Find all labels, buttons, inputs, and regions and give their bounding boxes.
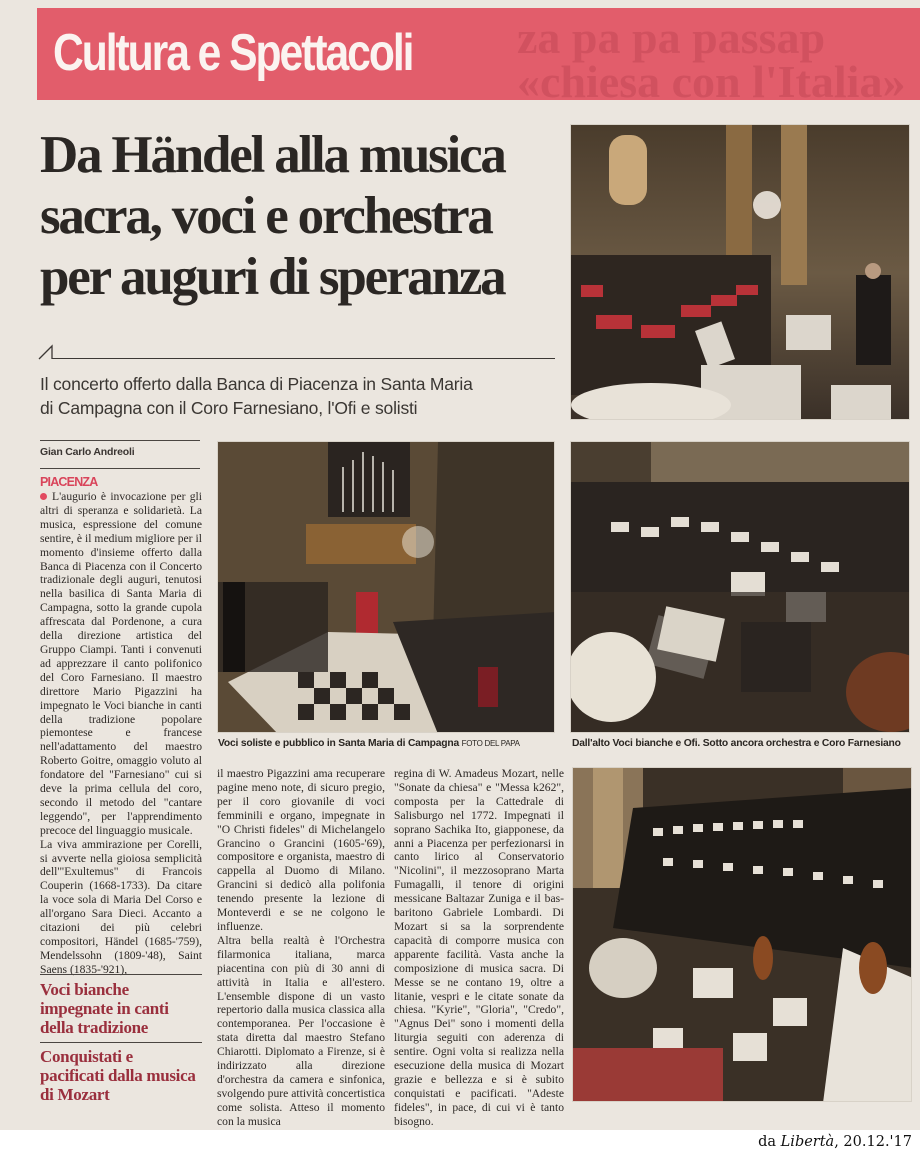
article-column-1 — [40, 490, 202, 977]
photo-choir — [570, 124, 910, 420]
byline-rule-top — [40, 440, 200, 441]
orchestra-bottom-photo-image — [573, 768, 912, 1102]
pull-quote: Voci bianche impegnate in canti della tradizione — [40, 980, 169, 1037]
subheadline — [40, 372, 565, 420]
paragraph: La viva ammirazione per Corelli, si avverte nella gioiosa semplicità dell'"Exultemus" di Francois Couperin (1668-1733). Da citare la voce sola di Maria Del Corso e all'organo Sara Dieci. Accanto a citazioni dei più celebri compositori, Händel (1685-'759), Mendelssohn (1809-'48), Saint Saens (1835-'921), — [40, 837, 202, 976]
headline — [40, 125, 565, 308]
byline: Gian Carlo Andreoli — [40, 446, 135, 458]
headline-line: Da Händel alla musica — [40, 126, 505, 184]
orchestra-mid-photo-image — [571, 442, 910, 733]
article-column-2 — [217, 767, 385, 1129]
dateline: PIACENZA — [40, 475, 98, 489]
nave-photo-image — [218, 442, 555, 733]
subhead-line: Il concerto offerto dalla Banca di Piacenza in Santa Maria — [40, 374, 473, 394]
source-citation — [758, 1134, 912, 1150]
paragraph: regina di W. Amadeus Mozart, nelle "Sonate da chiesa" e "Messa k262", composta per la Cattedrale di Salisburgo nel 1772. Impegnati il soprano Sachika Ito, giapponese, da anni a Piacenza per perfezionarsi in canto lirico al Conservatorio "Nicolini", il mezzosoprano Marta Fumagalli, il tenore di origini messicane Baltazar Zuniga e il bas-baritono Gabriele Lombardi. Di Mozart si sa la sorprendente capacità di comporre musica con apparente facilità. Vasta anche la composizione di musica sacra. Di Messe se ne contano 19, oltre a litanie, vespri e le citate sonate da chiesa. "Kyrie", "Gloria", "Credo", "Agnus Dei" sono i momenti della liturgia seguiti con aderenza di sentire. Ogni volta si realizza nella esecuzione della musica di Mozart grazie e bellezza e si è subito conquistati e pacificati. "Adeste fideles", in pace, di cui vi è tanto bisogno. — [394, 767, 564, 1128]
photo-caption-right: Dall'alto Voci bianche e Ofi. Sotto ancora orchestra e Coro Farnesiano — [572, 738, 901, 749]
photo-credit: FOTO DEL PAPA — [461, 739, 520, 748]
article-column-3 — [394, 767, 564, 1129]
source-prefix: da — [758, 1134, 781, 1150]
choir-photo-image — [571, 125, 910, 420]
bullet-icon — [40, 493, 47, 500]
section-band — [37, 8, 920, 100]
headline-rule — [52, 358, 555, 359]
section-rubric: Cultura e Spettacoli — [53, 24, 413, 82]
headline-line: per auguri di speranza — [40, 248, 505, 306]
paragraph: L'augurio è invocazione per gli altri di speranza e solidarietà. La musica, espressione del comune sentire, è il medium migliore per il momento d'insieme offerto dalla Banca di Piacenza con il Concerto tradizionale degli auguri, tenutosi nella basilica di Santa Maria di Campagna, sotto la grande cupola affrescata dal Pordenone, a cura della direzione artistica del Gruppo Ciampi. Tanti i convenuti ad apprezzare il canto polifonico del Coro Farnesiano. Il maestro direttore Mario Pigazzini ha impegnato le Voci bianche in canti della tradizione popolare piemontese e francese nell'adattamento del maestro Roberto Goitre, omaggio voluto al fondatore del "Farnesiano" cui si deve la prima cellula del coro, secondo il metodo del "cantare leggendo", per l'apprendimento precoce del linguaggio musicale. — [40, 490, 202, 837]
source-date: , 20.12.'17 — [834, 1134, 912, 1150]
pull-quote: Conquistati e pacificati dalla musica di Mozart — [40, 1047, 196, 1104]
photo-caption-nave — [218, 738, 520, 749]
callout-rule — [40, 1042, 202, 1043]
subhead-line: di Campagna con il Coro Farnesiano, l'Ofi e solisti — [40, 398, 418, 418]
photo-orchestra-mid — [570, 441, 910, 733]
paragraph: Altra bella realtà è l'Orchestra filarmonica italiana, marca piacentina con più di 30 anni di attività in Italia e all'estero. L'ensemble dispone di un vasto repertorio dalla musica classica alla contemporanea. Per l'occasione è stata diretta dal maestro Stefano Chiarotti. Diplomato a Firenze, si è indirizzato alla direzione d'orchestra da camera e sinfonica, svolgendo pure attività concertistica come solista. Atteso il momento con la musica — [217, 933, 385, 1128]
callout-rule — [40, 974, 202, 975]
caption-text: Voci soliste e pubblico in Santa Maria di Campagna — [218, 738, 459, 749]
byline-rule-bottom — [40, 468, 200, 469]
source-publication: Libertà — [780, 1134, 835, 1150]
photo-nave — [217, 441, 555, 733]
paragraph: il maestro Pigazzini ama recuperare pagine meno note, di sicuro pregio, per il coro giovanile di voci femminili e organo, impegnate in "O Christi fideles" di Michelangelo Grancino o Grancini (1605-'69), compositore e organista, maestro di cappella al Duomo di Milano. Grancini si dedicò alla polifonia tenendo presente la lezione di Monteverdi e se ne colgono le influenze. — [217, 767, 385, 933]
headline-line: sacra, voci e orchestra — [40, 187, 492, 245]
bleed-through-text: za pa pa passap «chiesa con l'Italia» — [517, 12, 906, 100]
photo-orchestra-bottom — [572, 767, 912, 1102]
